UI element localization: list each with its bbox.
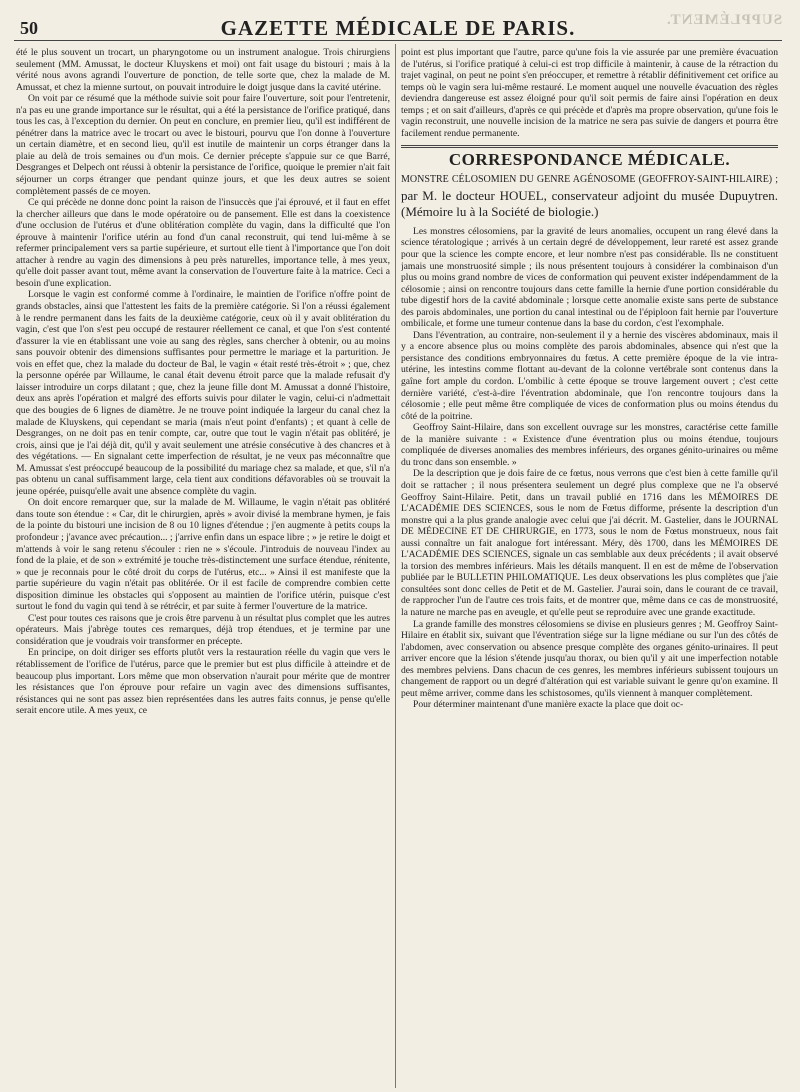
- paragraph: En principe, on doit diriger ses efforts plutôt vers la restauration réelle du vagin que vers le rétablissement de l'orifice de l'utérus, parce que le premier but est plus difficile à atteindre et de beaucoup plus important. Lors même que mon observation n'aurait pour mérite que de montrer les résistances que l'on éprouve pour refaire un vagin avec des dimensions suffisantes, résistances qui ne sont pas assez bien représentées dans les autres faits connus, je pense qu'elle serait encore utile. A mes yeux, ce: [16, 647, 390, 717]
- paragraph: Dans l'éventration, au contraire, non-seulement il y a hernie des viscères abdominaux, mais il y a encore absence plus ou moins complète des parois abdominales, absence qui n'est que la persistance des conditions embryonnaires du fœtus. A cette première époque de la vie intra-utérine, les intestins comme flottant au-devant de la colonne vertébrale sont contenus dans la gaîne fort ample du cordon. L'ombilic à cette époque se trouve largement ouvert ; c'est cette dernière variété, c'est-à-dire l'éventration abdominale, que l'on rencontre toujours dans la célosomie ; elle peut même être compliquée de vices de conformation plus ou moins étendus du côté de la poitrine.: [401, 329, 778, 422]
- header-rule: [14, 40, 782, 41]
- bleed-through-text: SUPPLÉMENT.: [665, 12, 782, 28]
- paragraph: Les monstres célosomiens, par la gravité de leurs anomalies, occupent un rang élevé dans la science tératologique ; arrivés à un certain degré de développement, leur rareté est assez grande pour que la science les compte encore, et leur nombre n'est pas considérable. Ils ne constituent jamais une monstruosité simple ; ils nous présentent toujours à considérer la combinaison d'un plus ou moins grand nombre de vices de conformation qui peuvent exister indépendamment de la célosomie ; ainsi on rencontre toujours dans cette famille la hernie d'une portion considérable du tube digestif hors de la cavité abdominale ; lorsque cette anomalie existe sans perte de substance des parois abdominales, une portion du canal intestinal ou de l'épiploon fait hernie par l'ouverture ombilicale, et forme une tumeur contenue dans la base du cordon, c'est l'exomphale.: [401, 225, 778, 330]
- paragraph: Pour déterminer maintenant d'une manière exacte la place que doit oc-: [413, 699, 684, 711]
- article-title-lead: MONSTRE CÉLOSOMIEN DU GENRE AGÉNOSOME (GEOFFROY-SAINT-HILAIRE) ;: [401, 173, 778, 185]
- page-number: 50: [20, 18, 38, 38]
- paragraph: Lorsque le vagin est conformé comme à l'ordinaire, le maintien de l'orifice n'offre point de grands obstacles, ainsi que l'attestent les faits de la première catégorie. Si l'on a réussi également à le rendre permanent dans les faits de la deuxième catégorie, ceux où il y avait oblitération du vagin, c'est que l'on s'est peu occupé de restaurer réellement ce canal, et que l'on s'est contenté d'assurer la vie en établissant une voie au sang des règles, sans chercher à obtenir, ou au moins sans pouvoir obtenir des dimensions suffisantes pour permettre le mariage et la parturition. Je vois en effet que, chez la malade du docteur de Bal, le vagin « était resté très-étroit » ; que, chez la personne opérée par Willaume, le canal était devenu étroit parce que la malade refusait d'y laisser introduire un corps dilatant ; que, chez la jeune fille dont M. Amussat a donné l'histoire, deux ans après l'opération et malgré des efforts suivis pour dilater le vagin, celui-ci n'admettait que des bougies de 6 lignes de diamètre. Je ne trouve point indiquée la largeur du canal chez la malade de Kluyskens, qui cependant se maria (mais n'eut point d'enfants) ; et quant à celle de Desgranges, on ne doit pas en tenir compte, car, outre que tout le vagin n'était pas oblitéré, je crois, ainsi que je l'ai déjà dit, qu'il y avait seulement une atrésie consécutive à des chancres et à des végétations. — En signalant cette imperfection de résultat, je ne veux pas méconnaître que M. Amussat s'est préoccupé beaucoup de la possibilité du mariage chez sa malade, et que, s'il n'a pas obtenu un canal suffisamment large, cela tient aux conditions défavorables où se trouvait la jeune opérée, puisqu'elle avait une absence complète du vagin.: [16, 289, 390, 497]
- paragraph: Ce qui précède ne donne donc point la raison de l'insuccès que j'ai éprouvé, et il faut en effet la chercher ailleurs que dans le mode opératoire ou de pansement. Elle est dans la coexistence d'une occlusion de l'utérus et d'une oblitération complète du vagin, dans la difficulté que l'on éprouve à maintenir l'orifice utérin au fond d'un canal reconstruit, qui tend lui-même à se refermer principalement vers sa partie supérieure, et surtout elle tient à l'importance que l'on doit attacher à rendre au vagin des dimensions à peu près naturelles, importance telle, à mes yeux, qu'elle doit passer avant tout, même avant la conservation de l'ouverture faite à la matrice. Ceci a besoin d'une explication.: [16, 197, 390, 289]
- paragraph: On doit encore remarquer que, sur la malade de M. Willaume, le vagin n'était pas oblitéré dans toute son étendue : « Car, dit le chirurgien, après » avoir divisé la membrane hymen, je fais de la pointe du bistouri une incision de 8 ou 10 lignes d'étendue ; j'en augmente à petits coups la profondeur ; j'avance avec précaution... ; j'arrive enfin dans un espace libre ; » je retire le doigt et m'attends à voir le sang retenu s'écouler : rien ne » s'écoule. J'introduis de nouveau l'index au fond de la plaie, et de son » extrémité je touche très-distinctement une surface étendue, rénitente, » que je reconnais pour le côté droit du corps de l'utérus, etc... » Ainsi il est manifeste que la partie supérieure du vagin n'était pas oblitérée. Or il est facile de comprendre combien cette disposition diminue les obstacles qui s'opposent au maintien de l'orifice utérin, puisque c'est surtout le fond du vagin qui tend à se rétrécir, et par suite à fermer l'ouverture de la matrice.: [16, 497, 390, 613]
- paragraph: La grande famille des monstres célosomiens se divise en plusieurs genres ; M. Geoffroy Saint-Hilaire en établit six, suivant que l'éventration siége sur la ligne médiane ou sur l'un des côtés de l'abdomen, avec conservation ou absence presque complète des organes génito-urinaires. Il peut arriver encore que la lésion s'étende jusqu'au thorax, ou bien qu'il y ait une imperfection notable des membres pelviens. Dans chacun de ces genres, les membres inférieurs subissent toujours un changement de rapport ou un degré d'altération qui est variable suivant le genre qu'on examine. Il peut même arriver, comme dans les schistosomes, qu'ils viennent à manquer complètement.: [401, 618, 778, 699]
- paragraph: été le plus souvent un trocart, un pharyngotome ou un instrument analogue. Trois chirurgiens seulement (MM. Amussat, le docteur Kluyskens et moi) ont fait usage du bistouri ; mais à la vérité nous avons agrandi l'ouverture de ponction, de telle sorte que, chez la malade de M. Amussat, et chez la mienne surtout, on pouvait introduire le doigt jusque dans la cavité utérine.: [16, 47, 390, 93]
- column-divider: [395, 44, 396, 1088]
- article-title: [401, 170, 778, 220]
- section-title: CORRESPONDANCE MÉDICALE.: [448, 150, 731, 170]
- left-column: [16, 47, 390, 1087]
- journal-title: GAZETTE MÉDICALE DE PARIS.: [220, 16, 576, 40]
- paragraph: On voit par ce résumé que la méthode suivie soit pour faire l'ouverture, soit pour l'entretenir, n'a pas eu une grande importance sur le résultat, qui a été la persistance de l'orifice pratiqué, dans tous les cas, à l'exception du dernier. On peut en conclure, en premier lieu, qu'il est indifférent de pénétrer dans la matrice avec le trocart ou avec le bistouri, pourvu que l'on donne à l'ouverture un certain diamètre, et en second lieu, qu'il est inutile de maintenir un corps étranger dans la plaie au delà de trois semaines ou d'un mois. Ce dernier précepte s'appuie sur ce que Barré, Desgranges et Delpech ont réussi à obtenir la persistance de l'orifice, quoique le premier n'ait fait séjourner un corps étranger que pendant quinze jours, et que les deux autres se soient complètement passés de ce moyen.: [16, 93, 390, 197]
- page-header: [14, 10, 782, 40]
- paragraph: De la description que je dois faire de ce fœtus, nous verrons que c'est bien à cette famille qu'il doit se rattacher ; il nous présentera seulement un degré plus complexe que ne l'a observé Geoffroy Saint-Hilaire. Petit, dans un travail publié en 1716 dans les MÉMOIRES DE L'ACADÉMIE DES SCIENCES, sous le nom de Fœtus difforme, présente la description d'un monstre qui a la plus grande analogie avec celui que j'ai décrit. M. Gastelier, dans le JOURNAL DE MÉDECINE ET DE CHIRURGIE, en 1773, sous le nom de Fœtus monstrueux, nous fait aussi connaître un fait analogue fort intéressant. Méry, dès 1700, dans les MÉMOIRES DE L'ACADÉMIE DES SCIENCES, signale un cas semblable aux deux précédents ; il avait observé la torsion des membres inférieurs. Mais les détails manquent. Il en est de même de l'observation publiée par le BULLETIN PHILOMATIQUE. Les deux observations les plus complètes que j'aie consultées sont donc celles de Petit et de M. Gastelier. J'aurai soin, dans le courant de ce travail, de rapprocher l'un de l'autre ces trois faits, et de montrer que, même dans ce cas de monstruosité, la nature ne marche pas en aveugle, et qu'elle peut se reproduire avec une grande exactitude.: [401, 468, 778, 618]
- paragraph: C'est pour toutes ces raisons que je crois être parvenu à un résultat plus complet que les autres opérateurs. Mais j'abrège toutes ces remarques, déjà trop étendues, et je termine par une considération que je voudrais voir transformer en précepte.: [16, 612, 390, 647]
- paragraph: point est plus important que l'autre, parce qu'une fois la vie assurée par une première évacuation de l'utérus, si l'orifice pratiqué à celui-ci est trop difficile à maintenir, à cause de la rétraction du trajet vaginal, on peut ne point s'en préoccuper, et remettre à rétablir définitivement cet orifice au temps où le vagin sera lui-même restauré. Le moment auquel une nouvelle évacuation des règles deviendra dangereuse est assez éloigné pour qu'il soit permis de faire ainsi l'opération en deux temps ; et on sait d'ailleurs, d'après ce qui précède et d'après ma propre observation, qu'une fois le vagin reconstruit, une nouvelle incision de la matrice ne sera pas suivie de dangers et pourra être facilement rendue permanente.: [401, 47, 778, 139]
- article-title-rest: par M. le docteur HOUEL, conservateur adjoint du musée Dupuytren. (Mémoire lu à la Société de biologie.): [401, 187, 778, 219]
- right-column: [401, 47, 778, 1087]
- paragraph: Geoffroy Saint-Hilaire, dans son excellent ouvrage sur les monstres, caractérise cette famille de la manière suivante : « Existence d'une éventration plus ou moins étendue, toujours compliquée de diverses anomalies des membres inférieurs, des organes génito-urinaires ou même du tronc dans son ensemble. »: [401, 422, 778, 468]
- section-rule: [401, 145, 778, 148]
